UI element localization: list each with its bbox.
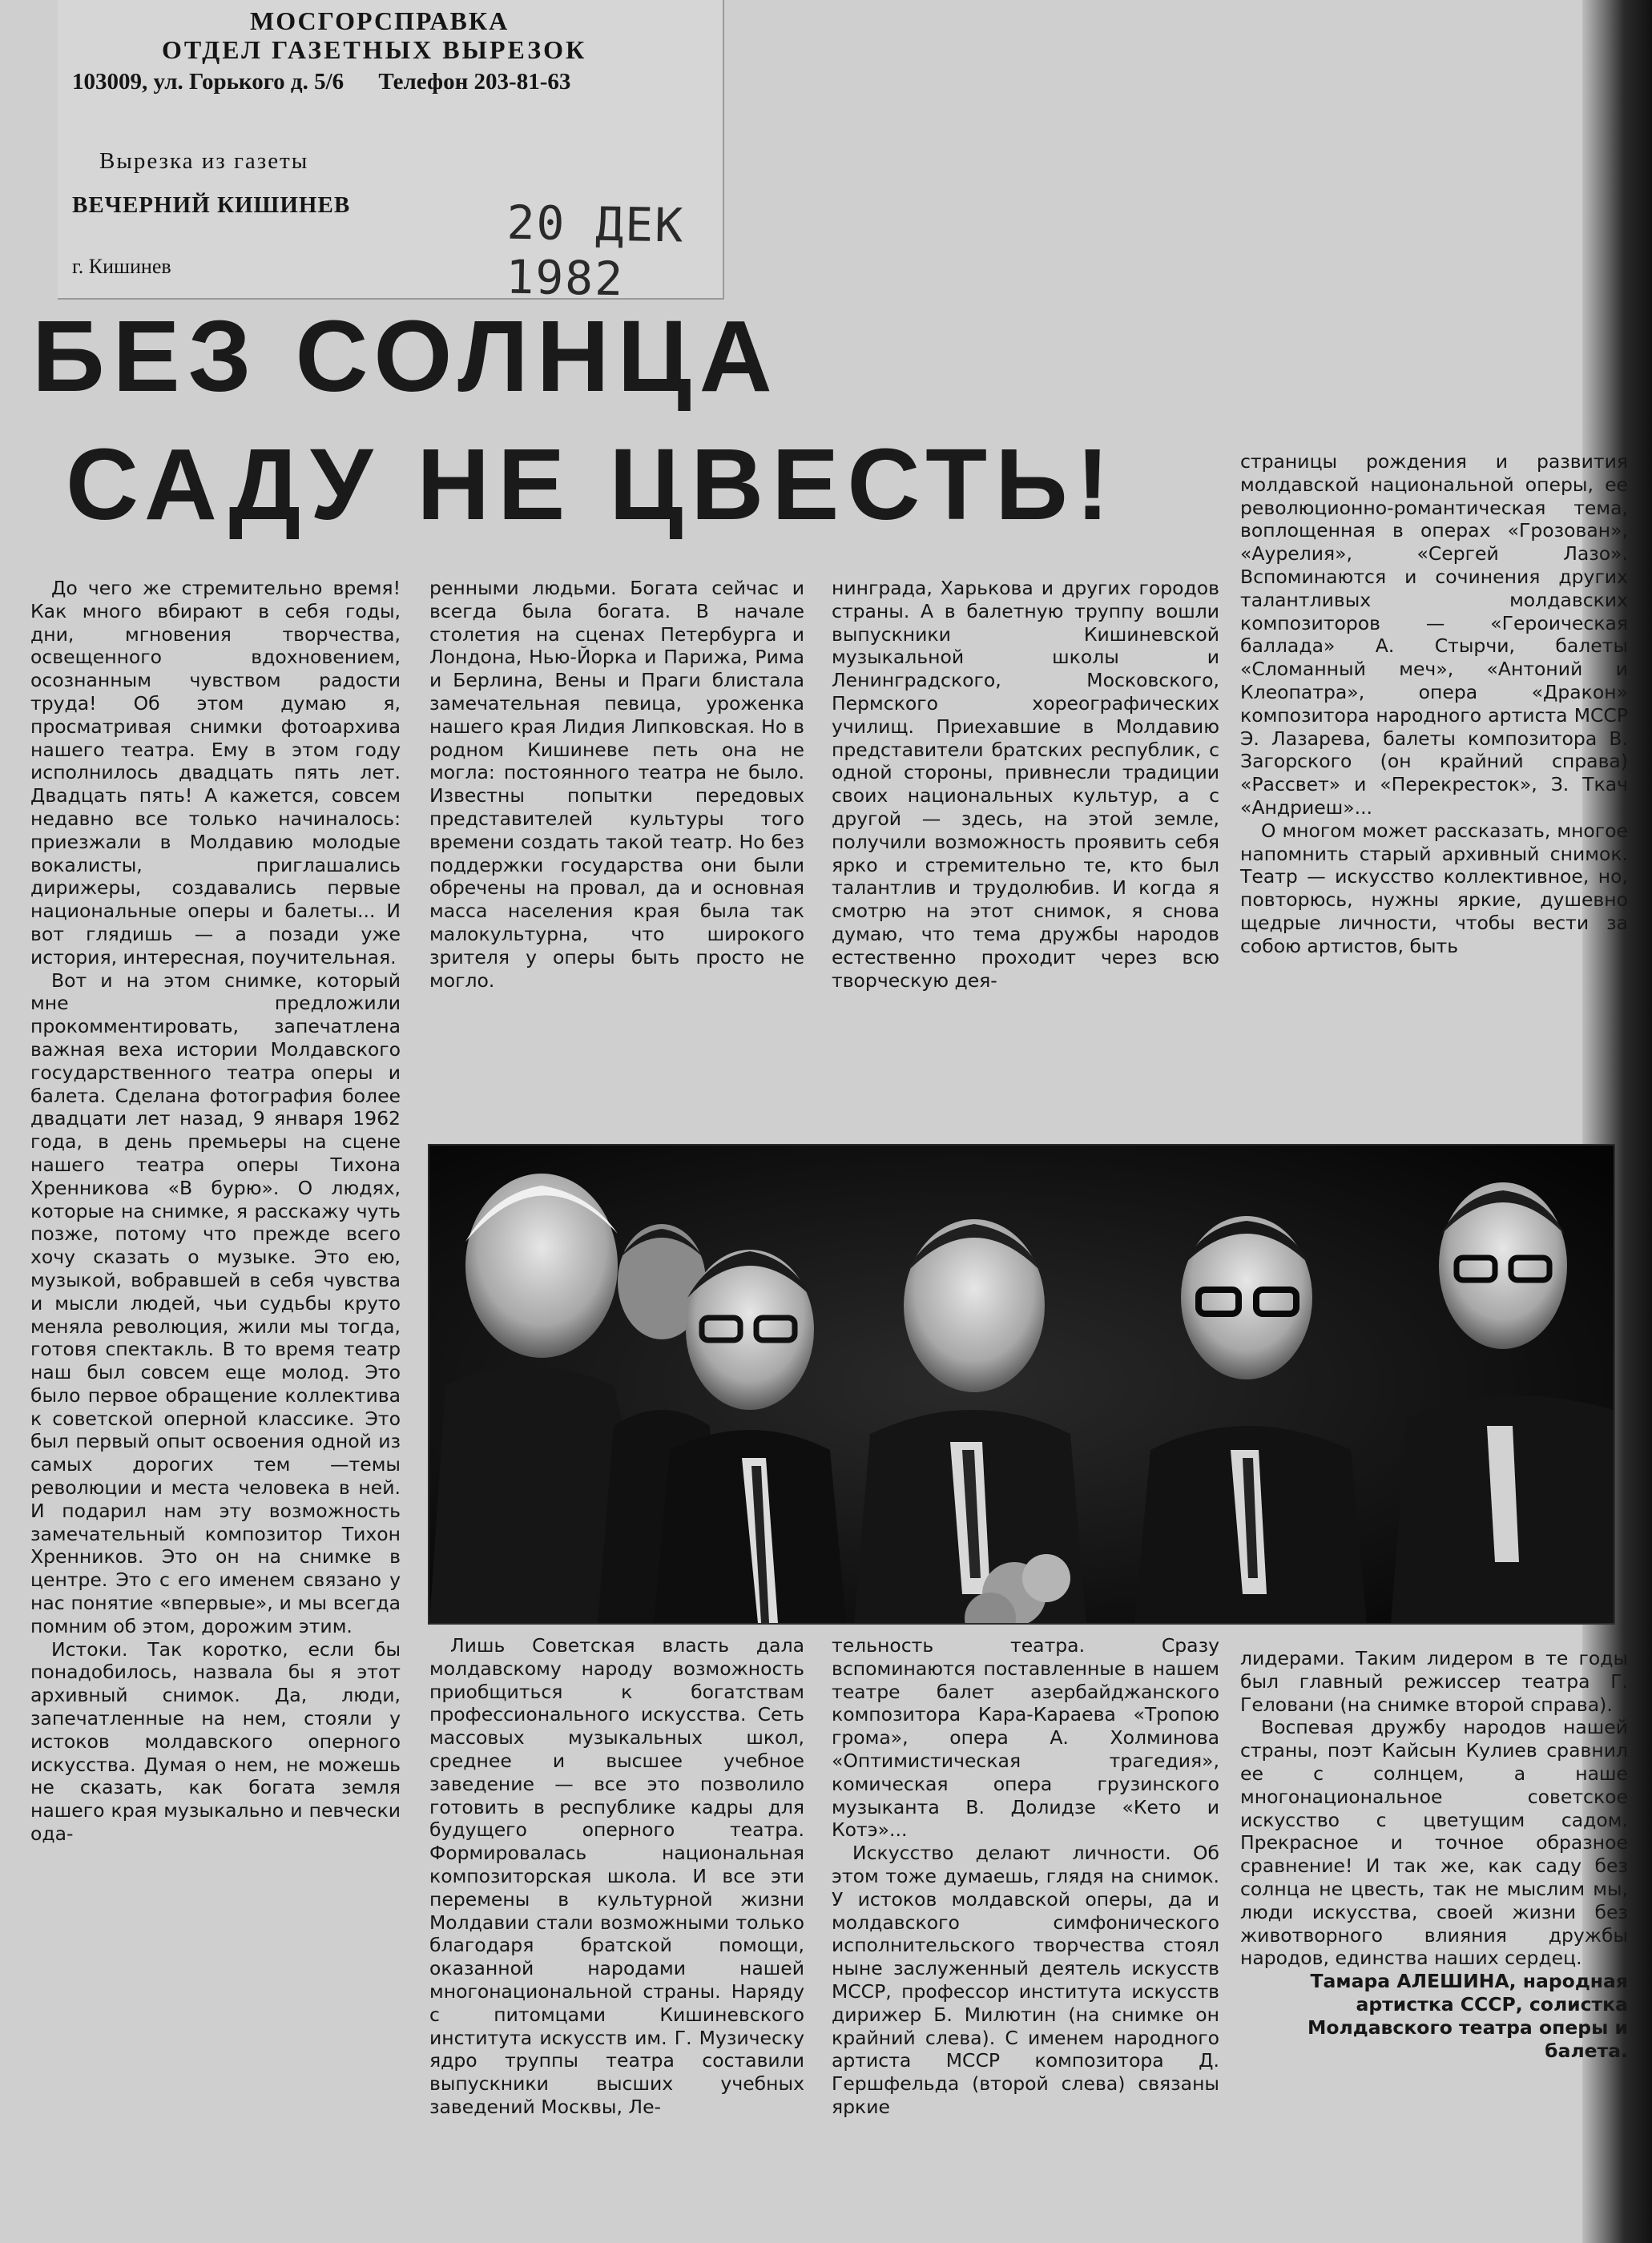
paragraph: До чего же стремительно время! Как много вбирают в себя годы, дни, мгновения творчества, освещенного вдохновением, осознанным чувством радости труда! Об этом думаю я, просматривая снимки фотоархива нашего театра. Ему в этом году исполнилось двадцать пять лет. Двадцать пять! А кажется, совсем недавно все только начиналось: приезжали в Молдавию молодые вокалисты, приглашались дирижеры, создавались первые национальные оперы и балеты... И вот глядишь — а позади уже история, интересная, поучительная. — [30, 577, 401, 968]
paragraph: Воспевая дружбу народов нашей страны, поэт Кайсын Кулиев сравнил ее с солнцем, а наше многонациональное советское искусство с цветущим садом. Прекрасное и точное образное сравнение! И так же, как саду без солнца не цвесть, так не мыслим мы, люди искусства, своей жизни без животворного влияния дружбы народов, единства наших сердец. — [1240, 1716, 1628, 1970]
paragraph: Истоки. Так коротко, если бы понадобилось, назвала бы я этот архивный снимок. Да, люди, запечатленные на нем, стояли у истоков молдавского оперного искусства. Думая о нем, не можешь не сказать, как богата земля нашего края музыкально и певчески ода- — [30, 1637, 401, 1846]
headline-line-2: САДУ НЕ ЦВЕСТЬ! — [66, 428, 1118, 541]
paragraph: Искусство делают личности. Об этом тоже думаешь, глядя на снимок. У истоков молдавской оперы, да и молдавского симфонического исполнительского творчества стоял ныне заслуженный деятель искусств МССР, профессор института искусств дирижер Б. Милютин (на снимке он крайний слева). С именем народного артиста МССР композитора Д. Гершфельда (второй слева) связаны яркие — [832, 1842, 1219, 2118]
headline-line-1: БЕЗ СОЛНЦА — [32, 300, 780, 413]
date-stamp: 20 ДЕК 1982 — [505, 195, 685, 307]
paragraph: страницы рождения и развития молдавской национальной оперы, ее революционно-романтическая тема, воплощенная в операх «Грозован», «Аурелия», «Сергей Лазо». Вспоминаются и сочинения других талантливых молдавских композиторов — «Героическая баллада» А. Стырчи, балеты «Сломанный меч», «Антоний и Клеопатра», опера «Дракон» композитора народного артиста МССР Э. Лазарева, балеты композитора В. Загорского (он крайний справа) «Рассвет» и «Перекресток», З. Ткач «Андриеш»... — [1240, 450, 1628, 819]
article-column-2-lower — [429, 1634, 804, 2119]
article-column-1 — [30, 577, 401, 1846]
paragraph: О многом может рассказать, многое напомнить старый архивный снимок. Театр — искусство коллективное, но, повторюсь, нужны яркие, душевно щедрые личности, чтобы вести за собою артистов, быть — [1240, 819, 1628, 957]
paragraph: тельность театра. Сразу вспоминаются поставленные в нашем театре балет азербайджанского композитора Кара-Караева «Тропою грома», опера А. Холминова «Оптимистическая трагедия», комическая опера грузинского музыканта В. Долидзе «Кето и Котэ»... — [832, 1634, 1219, 1842]
paragraph: ренными людьми. Богата сейчас и всегда была богата. В начале столетия на сценах Петербурга и Лондона, Нью-Йорка и Парижа, Рима и Берлина, Вены и Праги блистала замечательная певица, уроженка нашего края Лидия Липковская. Но в родном Кишиневе петь она не могла: постоянного театра не было. Известны попытки передовых представителей культуры того времени создать такой театр. Но без поддержки государства они были обречены на провал, да и основная масса населения края была так малокультурна, что широкого зрителя у оперы быть просто не могло. — [429, 577, 804, 992]
article-column-3-lower — [832, 1634, 1219, 2119]
agency-name: МОСГОРСПРАВКА — [250, 6, 510, 35]
contact-line — [72, 69, 599, 95]
article-column-4-lower — [1240, 1647, 1628, 2062]
phone: Телефон 203-81-63 — [378, 69, 571, 95]
article-column-4 — [1240, 450, 1628, 958]
address: 103009, ул. Горького д. 5/6 — [72, 69, 345, 95]
article-column-3 — [832, 577, 1219, 992]
clipping-label-slip — [58, 0, 724, 307]
paragraph: нинграда, Харькова и других городов страны. А в балетную труппу вошли выпускники Кишиневской музыкальной школы и Ленинградского, Московского, Пермского хореографических училищ. Приехавшие в Молдавию представители братских республик, с одной стороны, привнесли традиции своих национальных культур, а с другой — здесь, на этой земле, получили возможность проявить себя ярко и стремительно те, кто был талантлив и трудолюбив. И когда я смотрю на этот снимок, я снова думаю, что тема дружбы народов естественно проходит через всю творческую дея- — [832, 577, 1219, 992]
paragraph: лидерами. Таким лидером в те годы был главный режиссер театра Г. Геловани (на снимке второй справа). — [1240, 1647, 1628, 1716]
author-signature: Тамара АЛЕШИНА, народная артистка СССР, солистка Молдавского театра оперы и балета. — [1307, 1970, 1628, 2062]
paragraph: Вот и на этом снимке, который мне предложили прокомментировать, запечатлена важная веха истории Молдавского государственного театра оперы и балета. Сделана фотография более двадцати лет назад, 9 января 1962 года, в день премьеры на сцене нашего театра оперы Тихона Хренникова «В бурю». О людях, которые на снимке, я расскажу чуть позже, потому что прежде всего хочу сказать о музыке. Это ею, музыкой, вобравшей в себя чувства и мысли людей, чьи судьбы круто меняла революция, жили мы тогда, готовя спектакль. В то время театр наш был совсем еще молод. Это было первое обращение коллектива к советской оперной классике. Это был первый опыт освоения одной из самых дорогих тем —темы революции и места человека в ней. И подарил нам эту возможность замечательный композитор Тихон Хренников. Это он на снимке в центре. Это с его именем связано у нас понятие «впервые», и мы всегда помним об этом, дорожим этим. — [30, 968, 401, 1637]
article-column-2 — [429, 577, 804, 992]
department-name: ОТДЕЛ ГАЗЕТНЫХ ВЫРЕЗОК — [162, 35, 587, 64]
paragraph: Лишь Советская власть дала молдавскому народу возможность приобщиться к богатствам профессионального искусства. Сеть массовых музыкальных школ, среднее и высшее учебное заведение — все это позволило готовить в республике кадры для будущего оперного театра. Формировалась национальная композиторская школа. И все эти перемены в культурной жизни Молдавии стали возможными только благодаря братской помощи, оказанной народами нашей многонациональной страны. Наряду с питомцами Кишиневского института искусств им. Г. Музическу ядро труппы театра составили выпускники высших учебных заведений Москвы, Ле- — [429, 1634, 804, 2118]
group-portrait-image — [429, 1146, 1614, 1623]
archive-photo — [428, 1144, 1615, 1625]
newspaper-name: ВЕЧЕРНИЙ КИШИНЕВ — [72, 192, 351, 218]
clip-label: Вырезка из газеты — [99, 148, 309, 174]
city: г. Кишинев — [72, 255, 171, 278]
